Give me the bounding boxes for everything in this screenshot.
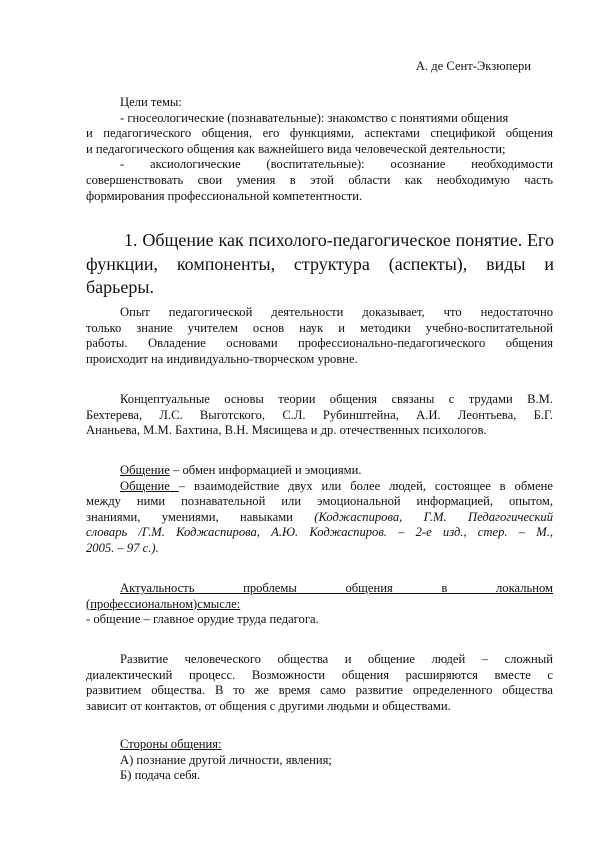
text-line: диалектический процесс. Возможности общения расширяются вместе с <box>86 667 553 682</box>
goals-block <box>86 95 553 204</box>
text-line <box>86 510 553 526</box>
paragraph-experience <box>86 305 553 367</box>
sides-title: Стороны общения: <box>120 737 222 751</box>
relevance-title: Актуальность проблемы общения в локальном <box>120 581 553 595</box>
text-line: Бехтерева, Л.С. Выготского, С.Л. Рубинштейна, А.И. Леонтьева, Б.Г. <box>86 407 553 422</box>
heading-line: барьеры. <box>86 277 154 297</box>
text-plain: знаниями, умениями, навыками <box>86 509 315 524</box>
text-line: работы. Овладение основами профессионально-педагогического общения <box>86 336 553 351</box>
text-line: Концептуальные основы теории общения связаны с трудами В.М. <box>120 392 553 406</box>
paragraph-foundations <box>86 392 553 439</box>
goals-line: формирования профессиональной компетентности. <box>86 188 363 203</box>
goals-line: и педагогического общения как важнейшего вида человеческой деятельности; <box>86 141 506 156</box>
citation-text: (Коджаспирова, Г.М. Педагогический <box>314 509 553 524</box>
citation-line: 2005. – 97 с.). <box>86 540 159 555</box>
sides-item: А) познание другой личности, явления; <box>120 752 332 767</box>
goals-line: - аксиологические (воспитательные): осознание необходимости <box>120 157 553 172</box>
heading-line: функции, компоненты, структура (аспекты), виды и <box>86 253 554 274</box>
relevance-block <box>86 581 553 628</box>
sides-block <box>86 737 553 784</box>
text-line: Ананьева, М.М. Бахтина, В.Н. Мясищева и др. отечественных психологов. <box>86 423 487 438</box>
definition-text: – обмен информацией и эмоциями. <box>169 463 362 477</box>
epigraph-author: А. де Сент-Экзюпери <box>415 59 531 73</box>
definition-term: Общение <box>120 463 170 477</box>
definitions-block <box>86 463 553 557</box>
goals-title: Цели темы: <box>120 95 182 109</box>
goals-line: совершенствовать свои умения в этой области как необходимую часть <box>86 172 553 187</box>
relevance-item: - общение – главное орудие труда педагога. <box>86 612 319 627</box>
citation-line: словарь /Г.М. Коджаспирова, А.Ю. Коджаспиров. – 2-е изд., стер. – М., <box>86 525 553 540</box>
text-line: Развитие человеческого общества и общение людей – сложный <box>120 652 553 666</box>
goals-line: и педагогического общения, его функциями, аспектами спецификой общения <box>86 126 553 141</box>
text-line: только знание учителем основ наук и методики учебно-воспитательной <box>86 320 553 335</box>
heading-line: 1. Общение как психолого-педагогическое понятие. Его <box>124 230 554 250</box>
paragraph-development <box>86 652 553 714</box>
goals-line: - гносеологические (познавательные): знакомство с понятиями общения <box>120 110 509 125</box>
relevance-title-cont: (профессиональном)смысле: <box>86 596 241 611</box>
definition-2 <box>86 479 553 495</box>
text-line: Опыт педагогической деятельности доказывает, что недостаточно <box>120 305 553 319</box>
text-line: развитием общества. В то же время само развитие определенного общества <box>86 683 553 698</box>
section-heading <box>86 229 554 300</box>
sides-item: Б) подача себя. <box>120 768 201 783</box>
definition-1 <box>86 463 553 479</box>
text-line: происходит на индивидуально-творческом уровне. <box>86 351 358 366</box>
definition-term: Общение <box>120 478 179 493</box>
text-line: зависит от контактов, от общения с другими людьми и обществами. <box>86 698 451 713</box>
definition-text: – взаимодействие двух или более людей, состоящее в обмене <box>178 478 553 493</box>
text-line: между ними познавательной или эмоциональной информацией, опытом, <box>86 494 553 509</box>
